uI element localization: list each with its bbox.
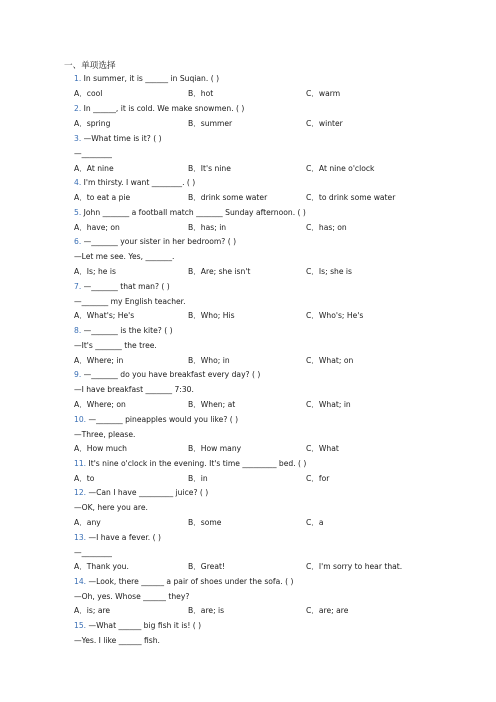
question-reply: —Oh, yes. Whose ______ they? — [74, 592, 190, 601]
question-number: 15. — [74, 621, 87, 630]
option-b: B．are; is — [188, 606, 225, 615]
question-number: 4. — [74, 178, 82, 187]
question-reply: —Yes. I like ______ fish. — [74, 636, 160, 645]
question-text: —What time is it? ( ) — [83, 134, 162, 143]
option-b: B．Are; she isn't — [188, 267, 251, 276]
option-a: A．to eat a pie — [74, 193, 131, 202]
question-10 — [74, 415, 238, 425]
question-text: In ______, it is cold. We make snowmen. ( ) — [83, 104, 245, 113]
section-title: 一、单项选择 — [64, 61, 116, 71]
question-text: —_______ pineapples would you like? ( ) — [88, 415, 239, 424]
option-b: B．hot — [188, 89, 214, 98]
option-a: A．At nine — [74, 164, 114, 173]
option-a: A．any — [74, 518, 101, 527]
option-b: B．Great! — [188, 562, 225, 571]
option-a: A．is; are — [74, 606, 111, 615]
question-5 — [74, 208, 306, 218]
question-1 — [74, 74, 219, 84]
question-text: —Can I have _________ juice? ( ) — [88, 488, 209, 497]
option-c: C．What; in — [306, 400, 351, 409]
question-text: —_______ is the kite? ( ) — [83, 326, 173, 335]
option-c: C．At nine o'clock — [306, 164, 375, 173]
question-8 — [74, 326, 173, 336]
question-number: 1. — [74, 74, 82, 83]
question-14 — [74, 577, 293, 587]
option-c: C．has; on — [306, 223, 347, 232]
question-text: —What ______ big fish it is! ( ) — [88, 621, 202, 630]
option-c: C．a — [306, 518, 324, 527]
option-c: C．to drink some water — [306, 193, 396, 202]
question-reply: —It's _______ the tree. — [74, 341, 157, 350]
option-b: B．summer — [188, 119, 233, 128]
question-number: 13. — [74, 533, 87, 542]
question-text: In summer, it is ______ in Suqian. ( ) — [83, 74, 220, 83]
question-reply: —Let me see. Yes, _______. — [74, 252, 175, 261]
question-reply: —Three, please. — [74, 430, 136, 439]
question-text: —_______ do you have breakfast every day? ( ) — [83, 370, 261, 379]
option-c: C．warm — [306, 89, 341, 98]
question-7 — [74, 282, 170, 292]
option-b: B．drink some water — [188, 193, 268, 202]
option-b: B．How many — [188, 444, 242, 453]
option-b: B．Who; in — [188, 356, 230, 365]
question-number: 8. — [74, 326, 82, 335]
question-number: 11. — [74, 459, 87, 468]
option-b: B．It's nine — [188, 164, 231, 173]
question-number: 5. — [74, 208, 82, 217]
option-a: A．How much — [74, 444, 127, 453]
option-c: C．Who's; He's — [306, 311, 364, 320]
question-reply: —________ — [74, 548, 112, 557]
question-text: —_______ your sister in her bedroom? ( ) — [83, 237, 237, 246]
question-2 — [74, 104, 244, 114]
question-reply: —________ — [74, 149, 112, 158]
option-a: A．to — [74, 474, 95, 483]
option-a: A．Thank you. — [74, 562, 129, 571]
question-number: 12. — [74, 488, 87, 497]
question-text: —I have a fever. ( ) — [88, 533, 161, 542]
question-reply: —OK, here you are. — [74, 503, 148, 512]
option-c: C．are; are — [306, 606, 349, 615]
question-text: —_______ that man? ( ) — [83, 282, 170, 291]
question-number: 7. — [74, 282, 82, 291]
question-number: 9. — [74, 370, 82, 379]
option-c: C．What; on — [306, 356, 354, 365]
question-text: John _______ a football match _______ Sunday afternoon. ( ) — [83, 208, 306, 217]
option-a: A．cool — [74, 89, 103, 98]
option-c: C．Is; she is — [306, 267, 352, 276]
question-number: 2. — [74, 104, 82, 113]
question-number: 3. — [74, 134, 82, 143]
question-reply: —I have breakfast _______ 7:30. — [74, 385, 194, 394]
option-a: A．What's; He's — [74, 311, 135, 320]
option-a: A．have; on — [74, 223, 120, 232]
option-a: A．Where; on — [74, 400, 126, 409]
option-c: C．winter — [306, 119, 343, 128]
option-a: A．Is; he is — [74, 267, 116, 276]
option-b: B．some — [188, 518, 222, 527]
question-13 — [74, 533, 161, 543]
option-b: B．Who; His — [188, 311, 235, 320]
question-number: 6. — [74, 237, 82, 246]
question-number: 14. — [74, 577, 87, 586]
question-4 — [74, 178, 195, 188]
question-number: 10. — [74, 415, 87, 424]
question-text: I'm thirsty. I want ________. ( ) — [83, 178, 196, 187]
question-text: It's nine o'clock in the evening. It's time _________ bed. ( ) — [88, 459, 307, 468]
question-15 — [74, 621, 201, 631]
option-a: A．Where; in — [74, 356, 124, 365]
question-reply: —_______ my English teacher. — [74, 297, 186, 306]
question-12 — [74, 488, 208, 498]
option-b: B．in — [188, 474, 208, 483]
question-6 — [74, 237, 236, 247]
question-text: —Look, there ______ a pair of shoes under the sofa. ( ) — [88, 577, 294, 586]
option-c: C．What — [306, 444, 339, 453]
option-c: C．for — [306, 474, 330, 483]
question-3 — [74, 134, 162, 144]
option-a: A．spring — [74, 119, 111, 128]
option-b: B．has; in — [188, 223, 227, 232]
option-b: B．When; at — [188, 400, 236, 409]
option-c: C．I'm sorry to hear that. — [306, 562, 403, 571]
question-11 — [74, 459, 306, 469]
question-9 — [74, 370, 260, 380]
